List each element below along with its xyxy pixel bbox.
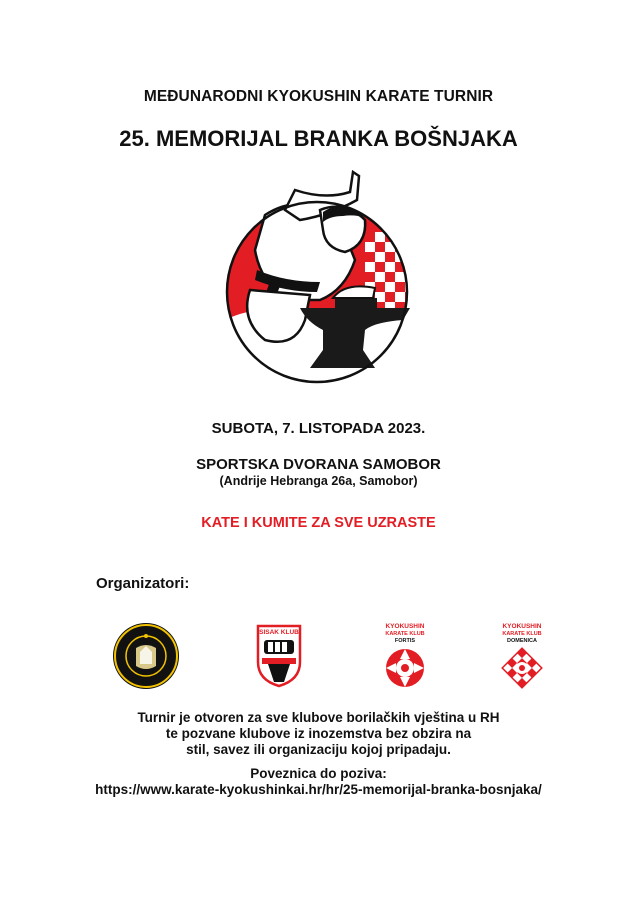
organizer-logos — [0, 622, 637, 692]
invitation-link-label: Poveznica do poziva: — [250, 766, 387, 781]
event-subtitle: MEĐUNARODNI KYOKUSHIN KARATE TURNIR — [143, 88, 494, 105]
tournament-info — [0, 710, 637, 758]
info-line-1: Turnir je otvoren za sve klubove borilačkih vještina u RH — [137, 710, 500, 725]
sisak-karate-club-shield-icon — [254, 622, 304, 688]
logo-line3: DOMENICA — [507, 638, 537, 644]
info-line-3: stil, savez ili organizaciju kojoj pripadaju. — [186, 742, 451, 757]
karateka-anvil-illustration-icon — [225, 170, 415, 395]
event-title: 25. MEMORIJAL BRANKA BOŠNJAKA — [119, 126, 518, 151]
logo-line2: KARATE KLUB — [502, 631, 542, 637]
organizers-heading: Organizatori: — [96, 575, 190, 592]
logo-line3: FORTIS — [394, 638, 416, 644]
info-line-2: te pozvane klubove iz inozemstva bez obzira na — [165, 726, 472, 741]
police-karate-club-emblem-icon — [112, 622, 180, 690]
event-date: SUBOTA, 7. LISTOPADA 2023. — [211, 420, 426, 437]
event-venue: SPORTSKA DVORANA SAMOBOR — [196, 456, 441, 473]
event-categories: KATE I KUMITE ZA SVE UZRASTE — [201, 515, 436, 531]
logo-line1: KYOKUSHIN — [502, 623, 542, 630]
kyokushin-karate-klub-domenica-icon — [494, 622, 550, 690]
logo-line1: KYOKUSHIN — [385, 623, 425, 630]
logo-line2: KARATE KLUB — [385, 631, 425, 637]
kyokushin-karate-klub-fortis-icon — [380, 622, 430, 690]
invitation-link-url[interactable]: https://www.karate-kyokushinkai.hr/hr/25-memorijal-branka-bosnjaka/ — [95, 782, 542, 797]
shield-text: SISAK KLUB — [259, 629, 299, 636]
event-address: (Andrije Hebranga 26a, Samobor) — [219, 474, 418, 488]
